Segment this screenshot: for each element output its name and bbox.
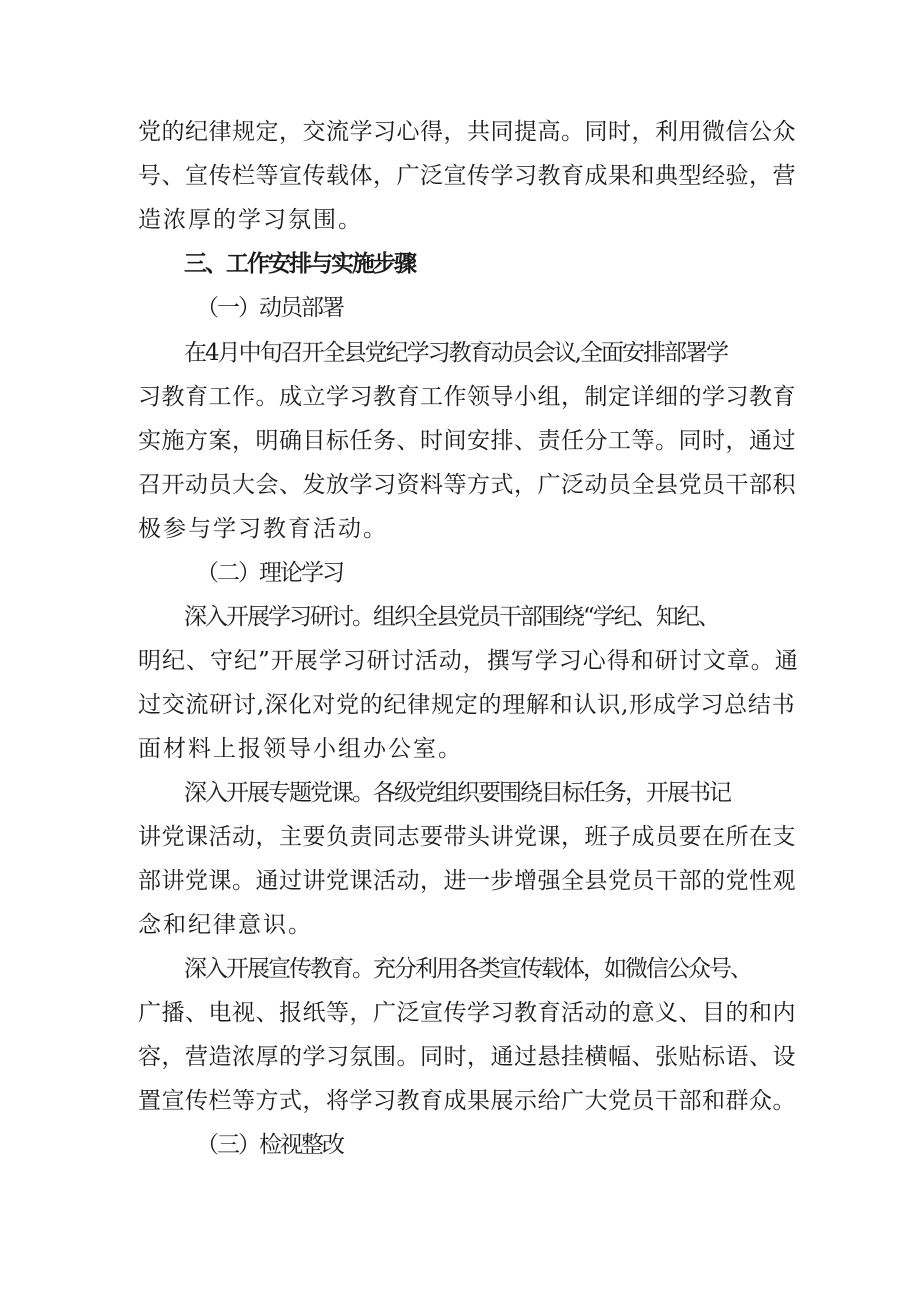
paragraph-line: 实施方案，明确目标任务、时间安排、责任分工等。同时，通过 bbox=[138, 428, 796, 454]
paragraph-line: 部讲党课。通过讲党课活动，进一步增强全县党员干部的党性观 bbox=[138, 868, 796, 894]
paragraph-line: 面材料上报领导小组办公室。 bbox=[138, 736, 463, 762]
paragraph-line: 置宣传栏等方式，将学习教育成果展示给广大党员干部和群众。 bbox=[138, 1088, 796, 1114]
subsection-heading: （二）理论学习 bbox=[196, 560, 343, 586]
paragraph-line: 念和纪律意识。 bbox=[138, 912, 313, 938]
paragraph-line: 极参与学习教育活动。 bbox=[138, 516, 388, 542]
paragraph-line: 在4月中旬召开全县党纪学习教育动员会议,全面安排部署学 bbox=[184, 340, 727, 366]
paragraph-line: 深入开展宣传教育。充分利用各类宣传载体，如微信公众号、 bbox=[184, 956, 751, 982]
paragraph-line: 深入开展专题党课。各级党组织要围绕目标任务，开展书记 bbox=[184, 780, 730, 806]
paragraph-line: 党的纪律规定，交流学习心得，共同提高。同时，利用微信公众 bbox=[138, 119, 796, 145]
subsection-heading: （三）检视整改 bbox=[196, 1132, 343, 1158]
paragraph-line: 容，营造浓厚的学习氛围。同时，通过悬挂横幅、张贴标语、设 bbox=[138, 1044, 796, 1070]
section-heading: 三、工作安排与实施步骤 bbox=[184, 251, 415, 277]
paragraph-line: 深入开展学习研讨。组织全县党员干部围绕“学纪、知纪、 bbox=[184, 604, 719, 630]
paragraph-line: 讲党课活动，主要负责同志要带头讲党课，班子成员要在所在支 bbox=[138, 824, 796, 850]
paragraph-line: 明纪、守纪”开展学习研讨活动，撰写学习心得和研讨文章。通 bbox=[138, 648, 799, 674]
paragraph-line: 习教育工作。成立学习教育工作领导小组，制定详细的学习教育 bbox=[138, 384, 796, 410]
paragraph-line: 号、宣传栏等宣传载体，广泛宣传学习教育成果和典型经验，营 bbox=[138, 163, 796, 189]
paragraph-line: 广播、电视、报纸等，广泛宣传学习教育活动的意义、目的和内 bbox=[138, 1000, 796, 1026]
paragraph-line: 造浓厚的学习氛围。 bbox=[138, 207, 363, 233]
subsection-heading: （一）动员部署 bbox=[196, 295, 343, 321]
paragraph-line: 召开动员大会、发放学习资料等方式，广泛动员全县党员干部积 bbox=[138, 472, 796, 498]
paragraph-line: 过交流研讨,深化对党的纪律规定的理解和认识,形成学习总结书 bbox=[138, 692, 796, 718]
